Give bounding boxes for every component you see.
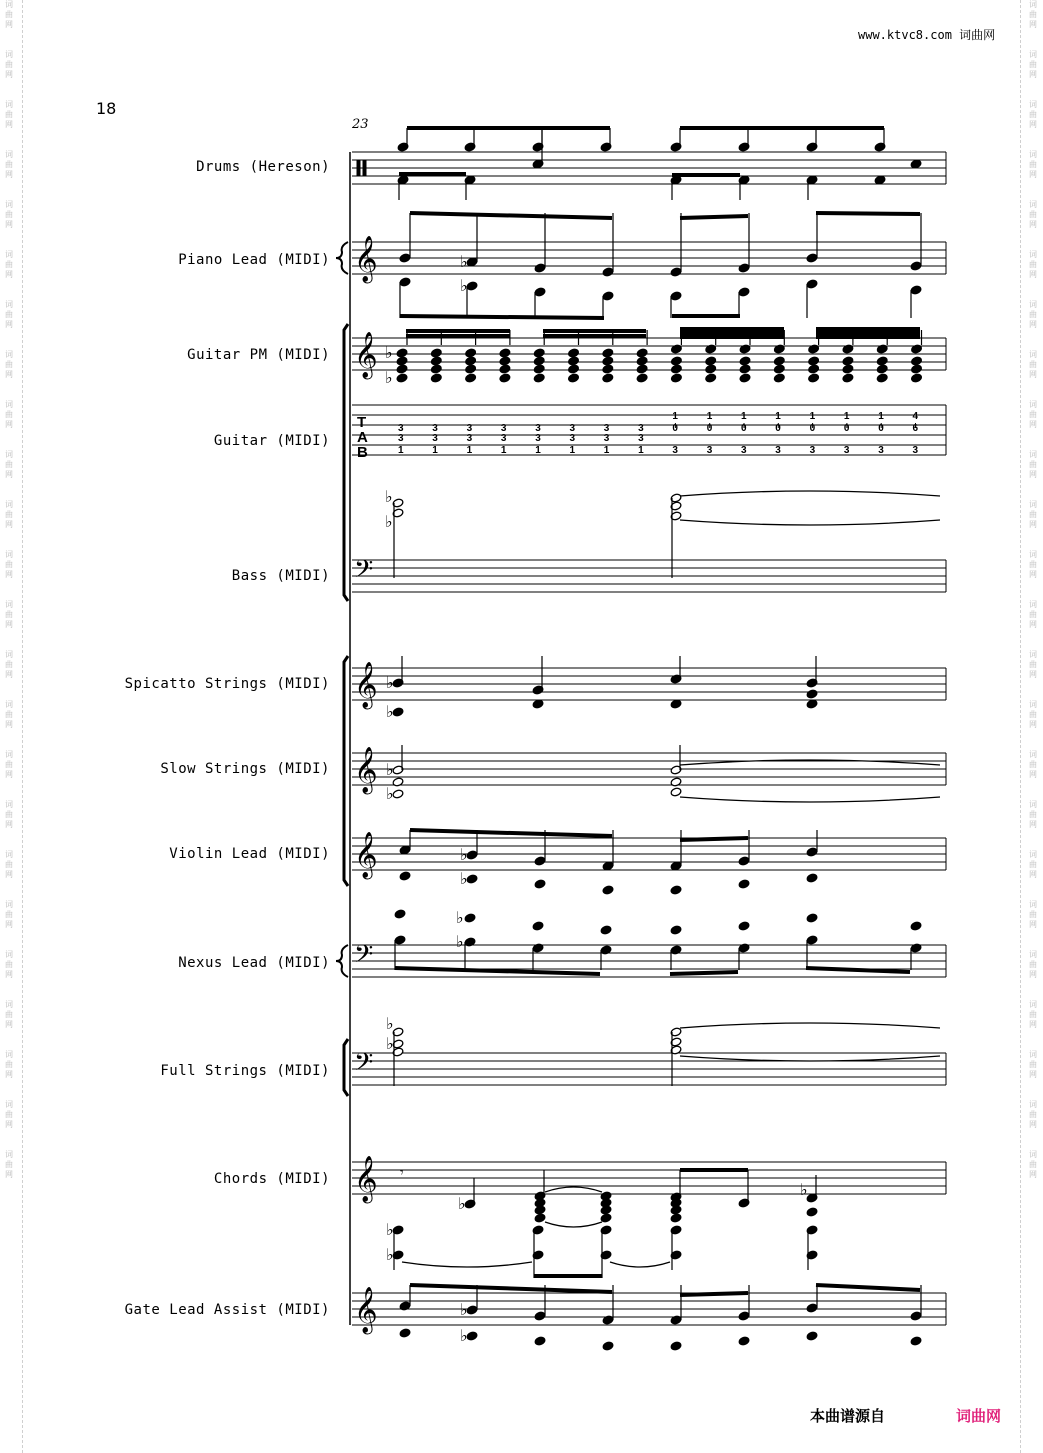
- notehead: [499, 348, 511, 358]
- notehead: [806, 1303, 818, 1313]
- treble-clef-icon: 𝄞: [354, 1287, 378, 1333]
- tie: [680, 797, 940, 802]
- tab-fret-number: 3: [432, 433, 438, 444]
- notehead: [533, 356, 545, 366]
- instrument-label-bass: Bass (MIDI): [231, 568, 330, 584]
- notehead: [876, 364, 888, 374]
- notehead: [773, 356, 785, 366]
- footer-source-text: 本曲谱源自: [810, 1407, 886, 1425]
- notehead: [602, 348, 614, 358]
- treble-clef-icon: 𝄞: [354, 332, 378, 378]
- notehead: [910, 285, 922, 295]
- treble-clef-icon: 𝄞: [354, 236, 378, 282]
- tab-fret-number: 3: [775, 445, 781, 456]
- notehead: [532, 921, 544, 931]
- notehead: [394, 909, 406, 919]
- notehead: [464, 913, 476, 923]
- tab-fret-number: 3: [500, 423, 507, 434]
- notehead: [808, 364, 820, 374]
- tab-fret-number: 3: [912, 445, 919, 456]
- tie: [610, 1262, 670, 1267]
- notehead: [670, 1341, 682, 1351]
- notehead: [396, 348, 408, 358]
- notehead: [636, 356, 648, 366]
- bracket-guitars-bass: [344, 324, 348, 601]
- notehead: [808, 356, 820, 366]
- flat-sign-icon: ♭: [460, 252, 468, 271]
- notehead: [910, 921, 922, 931]
- beam: [410, 830, 612, 836]
- notehead: [600, 1213, 612, 1223]
- notehead: [534, 856, 546, 866]
- notehead: [705, 356, 717, 366]
- tab-fret-number: 3: [603, 433, 610, 444]
- notehead: [568, 348, 580, 358]
- brace-nexus-lead: [336, 945, 348, 977]
- tab-fret-number: 3: [432, 423, 438, 434]
- notehead: [392, 707, 404, 717]
- beam: [400, 316, 604, 318]
- notehead: [773, 373, 785, 383]
- flat-sign-icon: ♭: [386, 1034, 394, 1053]
- flat-sign-icon: ♭: [385, 512, 393, 531]
- notehead: [705, 364, 717, 374]
- percussion-clef-icon: [357, 160, 360, 176]
- tie: [680, 1056, 940, 1061]
- notehead: [568, 373, 580, 383]
- flat-sign-icon: ♭: [460, 1326, 468, 1345]
- notehead: [602, 356, 614, 366]
- notehead: [670, 925, 682, 935]
- treble-clef-icon: 𝄞: [354, 747, 378, 793]
- notehead: [602, 373, 614, 383]
- notehead: [466, 874, 478, 884]
- flat-sign-icon: ♭: [386, 760, 394, 779]
- site-url[interactable]: www.ktvc8.com: [858, 28, 952, 42]
- notehead: [911, 364, 923, 374]
- tab-fret-number: 1: [500, 445, 507, 456]
- flat-sign-icon: ♭: [386, 673, 394, 692]
- notehead: [876, 373, 888, 383]
- notehead: [738, 263, 750, 273]
- flat-sign-icon: ♭: [386, 702, 394, 721]
- notehead: [430, 356, 442, 366]
- beam: [680, 216, 748, 218]
- tab-fret-number: 3: [466, 423, 473, 434]
- notehead: [874, 175, 886, 185]
- page-number: 18: [96, 99, 117, 118]
- notehead: [499, 373, 511, 383]
- side-watermark-left: 词 曲 网 词 曲 网 词 曲 网 词 曲 网 词 曲 网 词 曲 网 词 曲 网 词 曲 网 词 曲 网 词 曲 网 词 曲 网 词 曲 网 词 曲 网 词 曲 网 词 曲 网 词 曲 网 词 曲 网 词 曲 网 词 曲 网 词 曲 网 词 曲 网 词 曲 网 词 曲 网 词 曲 网: [5, 0, 13, 1179]
- tab-fret-number: 3: [878, 445, 884, 456]
- instrument-label-chords: Chords (MIDI): [213, 1171, 330, 1187]
- flat-sign-icon: ♭: [456, 932, 464, 951]
- tab-fret-number: 3: [638, 423, 644, 434]
- flat-sign-icon: ♭: [386, 1014, 394, 1033]
- flat-sign-icon: ♭: [385, 487, 393, 506]
- tab-fret-number: 0: [775, 423, 781, 434]
- tab-fret-number: 1: [603, 445, 610, 456]
- tie: [680, 520, 940, 525]
- notehead: [842, 373, 854, 383]
- notehead: [399, 253, 411, 263]
- notehead: [739, 356, 751, 366]
- notehead: [430, 348, 442, 358]
- notehead: [466, 1305, 478, 1315]
- flat-sign-icon: ♭: [460, 276, 468, 295]
- tab-fret-number: 1: [672, 411, 678, 422]
- treble-clef-icon: 𝄞: [354, 1156, 378, 1202]
- notehead: [534, 287, 546, 297]
- side-watermark-right: 词 曲 网 词 曲 网 词 曲 网 词 曲 网 词 曲 网 词 曲 网 词 曲 网 词 曲 网 词 曲 网 词 曲 网 词 曲 网 词 曲 网 词 曲 网 词 曲 网 词 曲 网 词 曲 网 词 曲 网 词 曲 网 词 曲 网 词 曲 网 词 曲 网 词 曲 网 词 曲 网 词 曲 网: [1029, 0, 1037, 1179]
- notehead: [392, 789, 404, 799]
- notehead: [806, 873, 818, 883]
- notehead: [394, 935, 406, 945]
- notehead: [465, 364, 477, 374]
- tie: [402, 1262, 532, 1267]
- notehead: [602, 885, 614, 895]
- notehead: [738, 287, 750, 297]
- tab-fret-number: 3: [569, 433, 576, 444]
- notehead: [806, 935, 818, 945]
- tab-fret-number: 1: [535, 445, 541, 456]
- notehead: [534, 1205, 546, 1215]
- notehead: [534, 1336, 546, 1346]
- tab-fret-number: 0: [672, 423, 678, 434]
- tab-clef-letter: A: [357, 429, 368, 446]
- notehead: [532, 699, 544, 709]
- notehead: [670, 699, 682, 709]
- notehead: [466, 850, 478, 860]
- flat-sign-icon: ♭: [386, 1220, 394, 1239]
- notehead: [806, 913, 818, 923]
- notehead: [671, 364, 683, 374]
- tab-fret-number: 1: [878, 411, 884, 422]
- beam: [816, 213, 920, 214]
- instrument-label-violin-lead: Violin Lead (MIDI): [169, 846, 330, 862]
- notehead: [670, 267, 682, 277]
- flat-sign-icon: ♭: [460, 869, 468, 888]
- bracket-full-strings: [344, 1039, 348, 1096]
- tab-fret-number: 3: [535, 423, 541, 434]
- tab-fret-number: 0: [843, 423, 850, 434]
- bass-clef-icon: 𝄢: [354, 940, 374, 975]
- notehead: [670, 885, 682, 895]
- tab-fret-number: 1: [775, 411, 781, 422]
- tab-fret-number: 1: [706, 411, 713, 422]
- notehead: [602, 1341, 614, 1351]
- tab-fret-number: 1: [741, 411, 747, 422]
- beam: [410, 213, 612, 218]
- notehead: [738, 856, 750, 866]
- notehead: [499, 356, 511, 366]
- notehead: [806, 1331, 818, 1341]
- tab-fret-number: 3: [569, 423, 576, 434]
- notehead: [738, 921, 750, 931]
- tab-fret-number: 0: [741, 423, 747, 434]
- beam: [410, 1285, 612, 1292]
- flat-sign-icon: ♭: [460, 1300, 468, 1319]
- instrument-label-gate-lead-assist: Gate Lead Assist (MIDI): [124, 1302, 330, 1318]
- notehead: [876, 356, 888, 366]
- tab-fret-number: 3: [398, 423, 404, 434]
- notehead: [806, 1207, 818, 1217]
- tab-fret-number: 6: [912, 423, 919, 434]
- tab-fret-number: 3: [638, 433, 644, 444]
- site-name[interactable]: 词曲网: [959, 28, 996, 42]
- tab-fret-number: 0: [878, 423, 884, 434]
- flat-sign-icon: ♭: [800, 1180, 808, 1199]
- notehead: [806, 689, 818, 699]
- notehead: [670, 1205, 682, 1215]
- tab-fret-number: 1: [638, 445, 644, 456]
- notehead: [399, 1328, 411, 1338]
- notehead: [466, 1331, 478, 1341]
- tab-fret-number: 1: [432, 445, 438, 456]
- notehead: [600, 1205, 612, 1215]
- notehead: [911, 356, 923, 366]
- flat-sign-icon: ♭: [386, 784, 394, 803]
- notehead: [399, 871, 411, 881]
- notehead: [670, 861, 682, 871]
- notehead: [399, 845, 411, 855]
- notehead: [396, 356, 408, 366]
- notehead: [534, 879, 546, 889]
- tie: [680, 491, 940, 496]
- notehead: [568, 356, 580, 366]
- notehead: [670, 787, 682, 797]
- notehead: [806, 253, 818, 263]
- notehead: [738, 1336, 750, 1346]
- notehead: [465, 373, 477, 383]
- tab-fret-number: 1: [398, 445, 404, 456]
- notehead: [533, 364, 545, 374]
- notehead: [636, 348, 648, 358]
- notehead: [738, 879, 750, 889]
- notehead: [739, 373, 751, 383]
- eighth-rest-icon: 𝄾: [400, 1165, 404, 1181]
- tab-clef-letter: T: [357, 414, 367, 431]
- notehead: [465, 356, 477, 366]
- notehead: [808, 373, 820, 383]
- flat-sign-icon: ♭: [385, 368, 393, 387]
- notehead: [636, 364, 648, 374]
- instrument-label-drums: Drums (Hereson): [196, 159, 330, 175]
- tab-fret-number: 0: [809, 423, 816, 434]
- tab-fret-number: 4: [912, 411, 919, 422]
- notehead: [430, 373, 442, 383]
- notehead: [842, 364, 854, 374]
- tab-fret-number: 1: [569, 445, 576, 456]
- notehead: [806, 279, 818, 289]
- flat-sign-icon: ♭: [458, 1194, 466, 1213]
- notehead: [705, 373, 717, 383]
- tab-fret-number: 1: [843, 411, 850, 422]
- notehead: [465, 348, 477, 358]
- tab-fret-number: 1: [809, 411, 816, 422]
- instrument-label-full-strings: Full Strings (MIDI): [160, 1063, 330, 1079]
- notehead: [910, 1311, 922, 1321]
- notehead: [671, 373, 683, 383]
- notehead: [396, 373, 408, 383]
- notehead: [636, 373, 648, 383]
- notehead: [738, 1311, 750, 1321]
- brace-piano-lead: [336, 242, 348, 274]
- notehead: [842, 356, 854, 366]
- notehead: [806, 847, 818, 857]
- instrument-label-piano-lead: Piano Lead (MIDI): [178, 252, 330, 268]
- tab-fret-number: 3: [706, 445, 713, 456]
- tie: [545, 1187, 602, 1192]
- footer-brand[interactable]: 词曲网: [956, 1407, 1002, 1425]
- instrument-label-spicatto-strings: Spicatto Strings (MIDI): [124, 676, 330, 692]
- tab-fret-number: 3: [466, 433, 473, 444]
- notehead: [568, 364, 580, 374]
- notehead: [499, 364, 511, 374]
- tie: [680, 1023, 940, 1028]
- notehead: [430, 364, 442, 374]
- percussion-clef-icon: [363, 160, 366, 176]
- notehead: [466, 257, 478, 267]
- flat-sign-icon: ♭: [460, 845, 468, 864]
- notehead: [806, 699, 818, 709]
- tab-fret-number: 3: [535, 433, 541, 444]
- tab-fret-number: 1: [466, 445, 473, 456]
- beam: [670, 972, 738, 974]
- notehead: [911, 373, 923, 383]
- beam: [816, 1285, 920, 1290]
- notehead: [600, 925, 612, 935]
- measure-number: 23: [352, 117, 369, 132]
- treble-clef-icon: 𝄞: [354, 832, 378, 878]
- tab-fret-number: 3: [809, 445, 816, 456]
- tab-fret-number: 3: [603, 423, 610, 434]
- tab-fret-number: 3: [398, 433, 404, 444]
- notehead: [910, 159, 922, 169]
- tab-fret-number: 3: [741, 445, 747, 456]
- notehead: [670, 1213, 682, 1223]
- bracket-strings: [344, 656, 348, 886]
- notehead: [910, 261, 922, 271]
- tab-fret-number: 3: [500, 433, 507, 444]
- tab-fret-number: 3: [843, 445, 850, 456]
- tab-clef-letter: B: [357, 444, 368, 461]
- instrument-label-nexus-lead: Nexus Lead (MIDI): [178, 955, 330, 971]
- notehead: [773, 364, 785, 374]
- notehead: [533, 373, 545, 383]
- beam: [680, 1293, 748, 1295]
- notehead: [602, 364, 614, 374]
- notehead: [534, 263, 546, 273]
- flat-sign-icon: ♭: [386, 1245, 394, 1264]
- notehead: [670, 291, 682, 301]
- notehead: [534, 1213, 546, 1223]
- notehead: [602, 267, 614, 277]
- treble-clef-icon: 𝄞: [354, 662, 378, 708]
- tie: [545, 1222, 602, 1227]
- instrument-label-guitar: Guitar (MIDI): [213, 433, 330, 449]
- flat-sign-icon: ♭: [385, 343, 393, 362]
- notehead: [910, 1336, 922, 1346]
- instrument-label-slow-strings: Slow Strings (MIDI): [160, 761, 330, 777]
- notehead: [602, 291, 614, 301]
- notehead: [399, 277, 411, 287]
- tab-fret-number: 3: [672, 445, 678, 456]
- notehead: [602, 861, 614, 871]
- flat-sign-icon: ♭: [456, 908, 464, 927]
- notehead: [739, 364, 751, 374]
- instrument-label-guitar-pm: Guitar PM (MIDI): [187, 347, 330, 363]
- notehead: [466, 281, 478, 291]
- notehead: [671, 356, 683, 366]
- bass-clef-icon: 𝄢: [354, 555, 374, 590]
- bass-clef-icon: 𝄢: [354, 1048, 374, 1083]
- beam: [680, 838, 748, 840]
- tab-fret-number: 0: [706, 423, 713, 434]
- notehead: [396, 364, 408, 374]
- notehead: [533, 348, 545, 358]
- notehead: [534, 1311, 546, 1321]
